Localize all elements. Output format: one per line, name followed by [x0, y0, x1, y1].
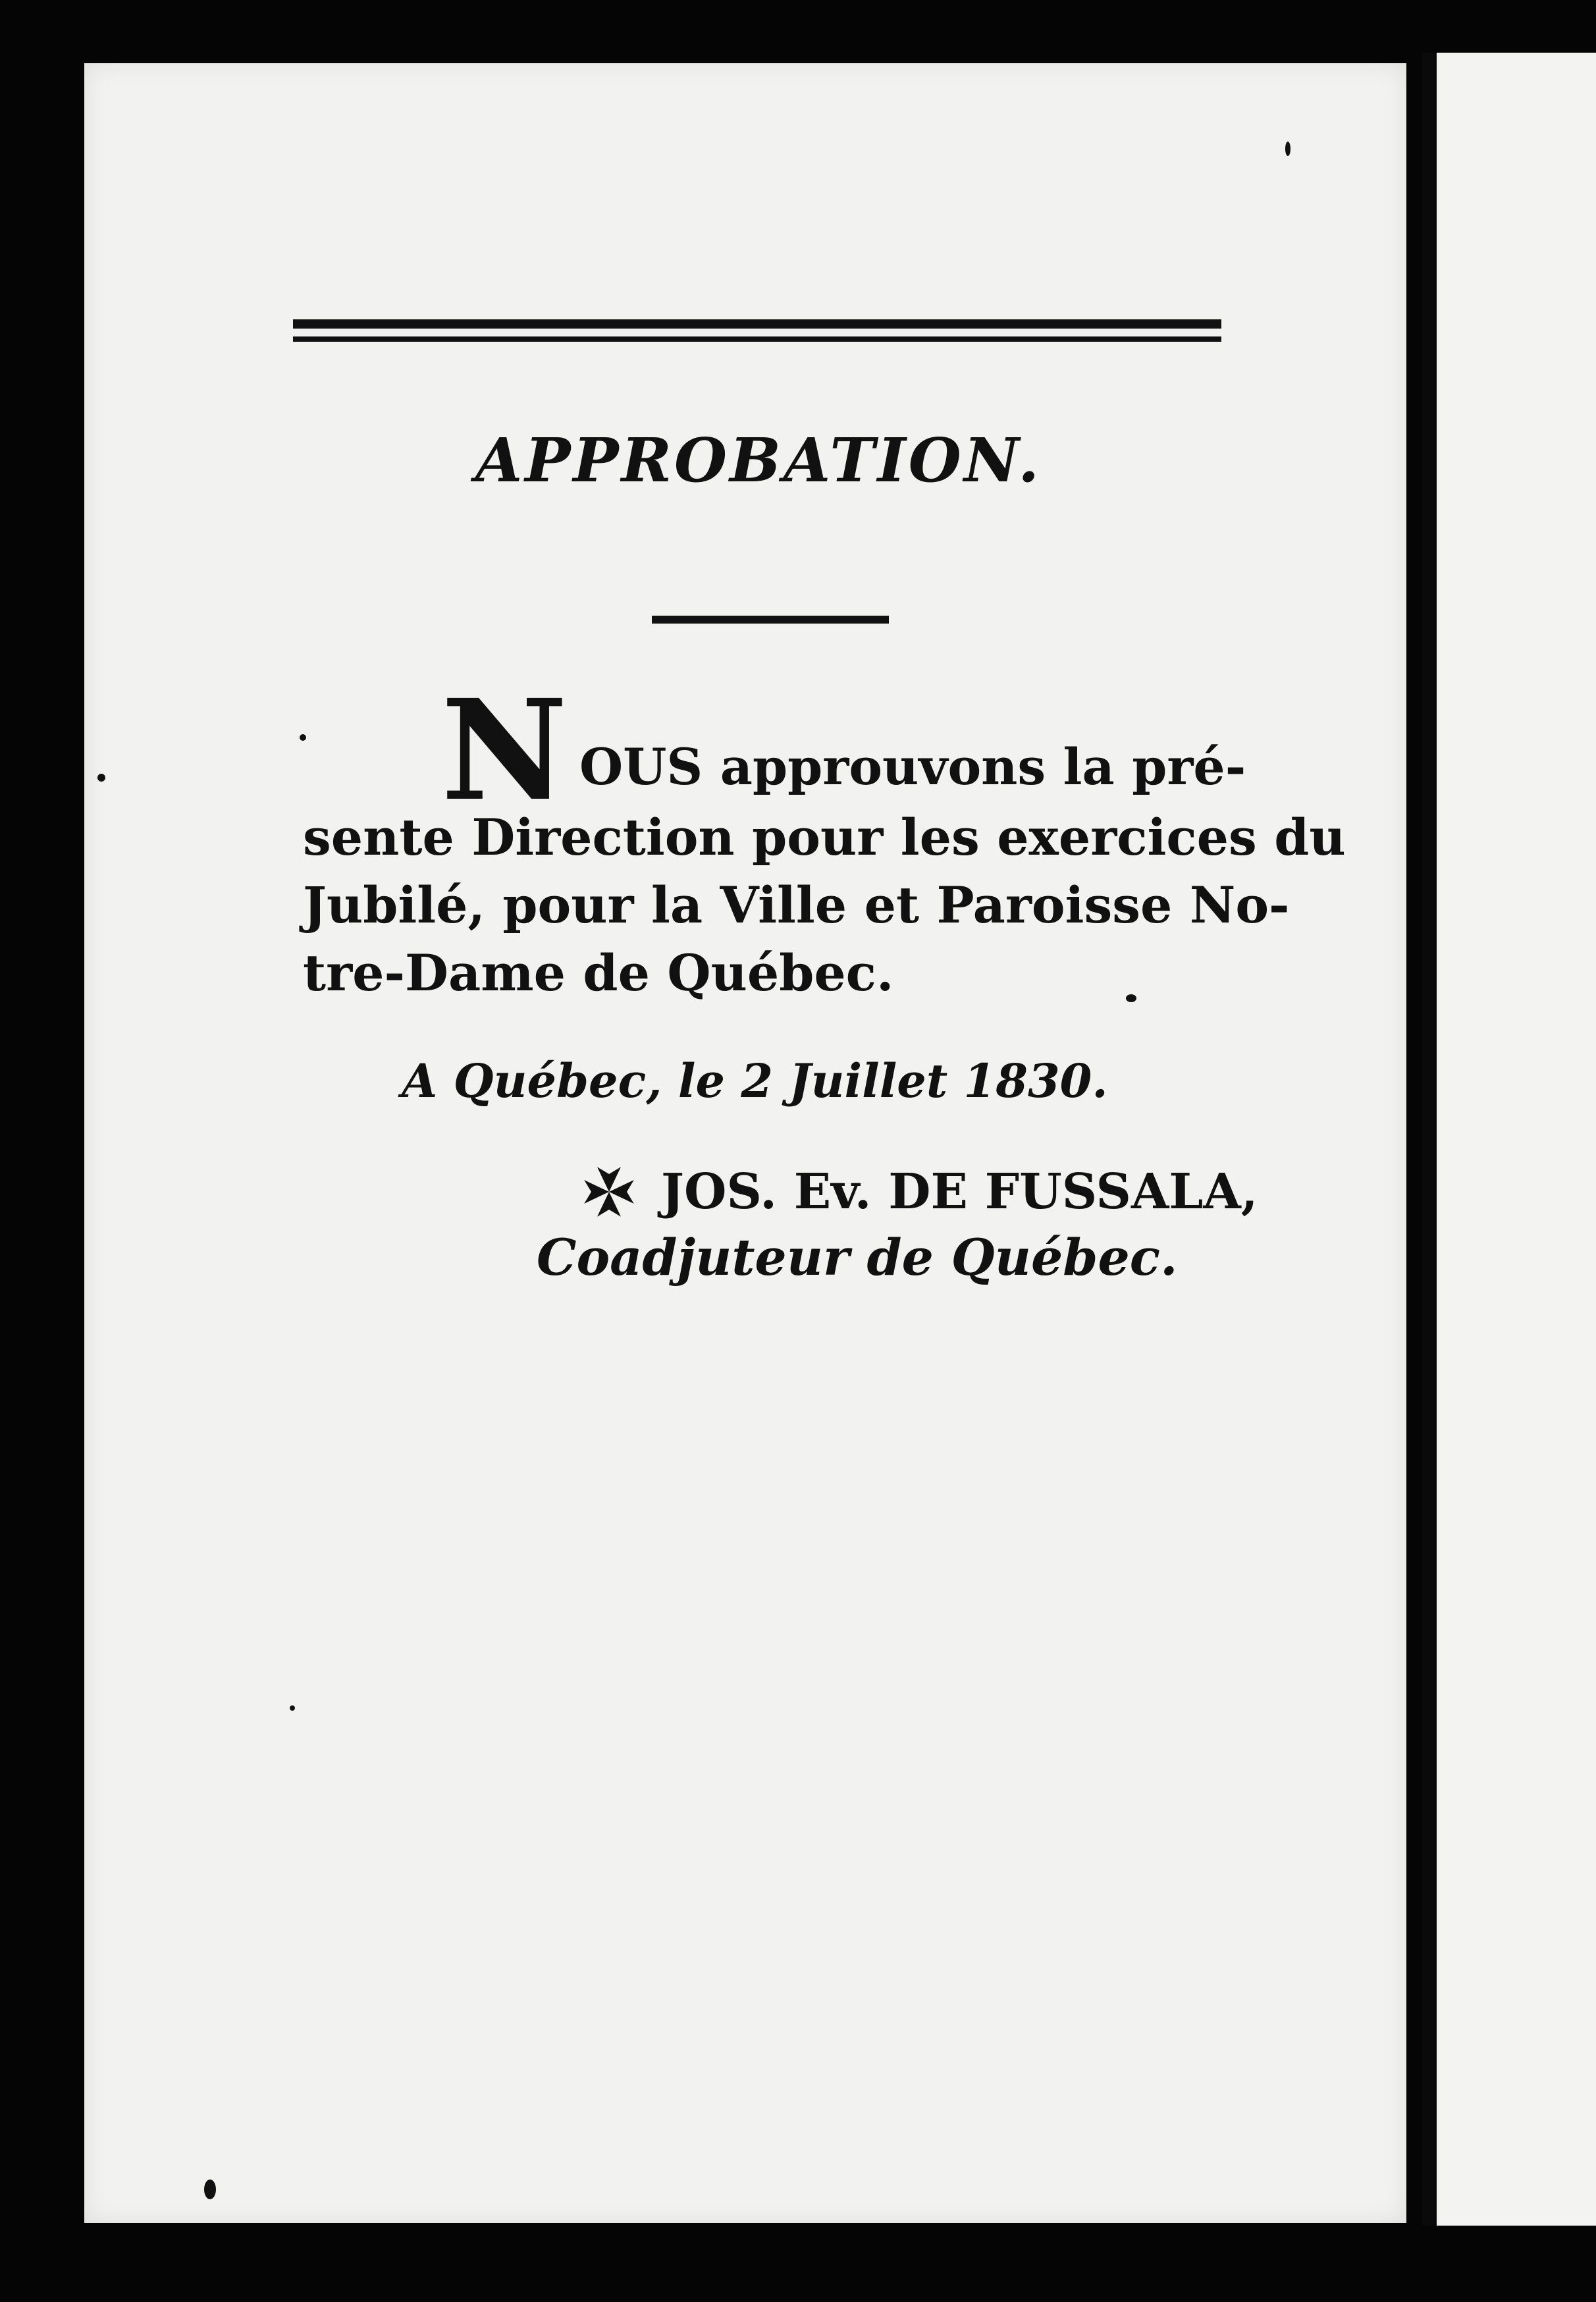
short-rule-divider [652, 616, 889, 624]
signer-role: Coadjuteur de Québec. [537, 1228, 1178, 1287]
approbation-text [303, 669, 1346, 1007]
ink-speck [300, 734, 306, 741]
ink-speck [97, 774, 105, 782]
ink-speck [1126, 994, 1136, 1002]
signature-block [579, 1162, 1258, 1221]
double-rule-divider [293, 319, 1221, 342]
book-page [84, 63, 1406, 2223]
ink-speck [204, 2180, 216, 2199]
adjacent-page-edge [1422, 53, 1596, 2226]
first-line [441, 669, 1246, 832]
maltese-cross-icon [579, 1162, 639, 1221]
ink-speck [290, 1705, 295, 1711]
first-line-rest: OUS approuvons la pré- [579, 737, 1246, 796]
date-line: A Québec, le 2 Juillet 1830. [402, 1054, 1108, 1108]
page-title: APPROBATION. [475, 425, 1042, 496]
text-line: Jubilé, pour la Ville et Paroisse No- [303, 876, 1290, 934]
text-line: tre-Dame de Québec. [303, 944, 894, 1002]
text-line: sente Direction pour les exercices du [303, 808, 1346, 867]
signer-name: JOS. Ev. DE FUSSALA, [661, 1164, 1258, 1220]
drop-cap: N [441, 669, 568, 832]
ink-speck [1285, 142, 1290, 156]
